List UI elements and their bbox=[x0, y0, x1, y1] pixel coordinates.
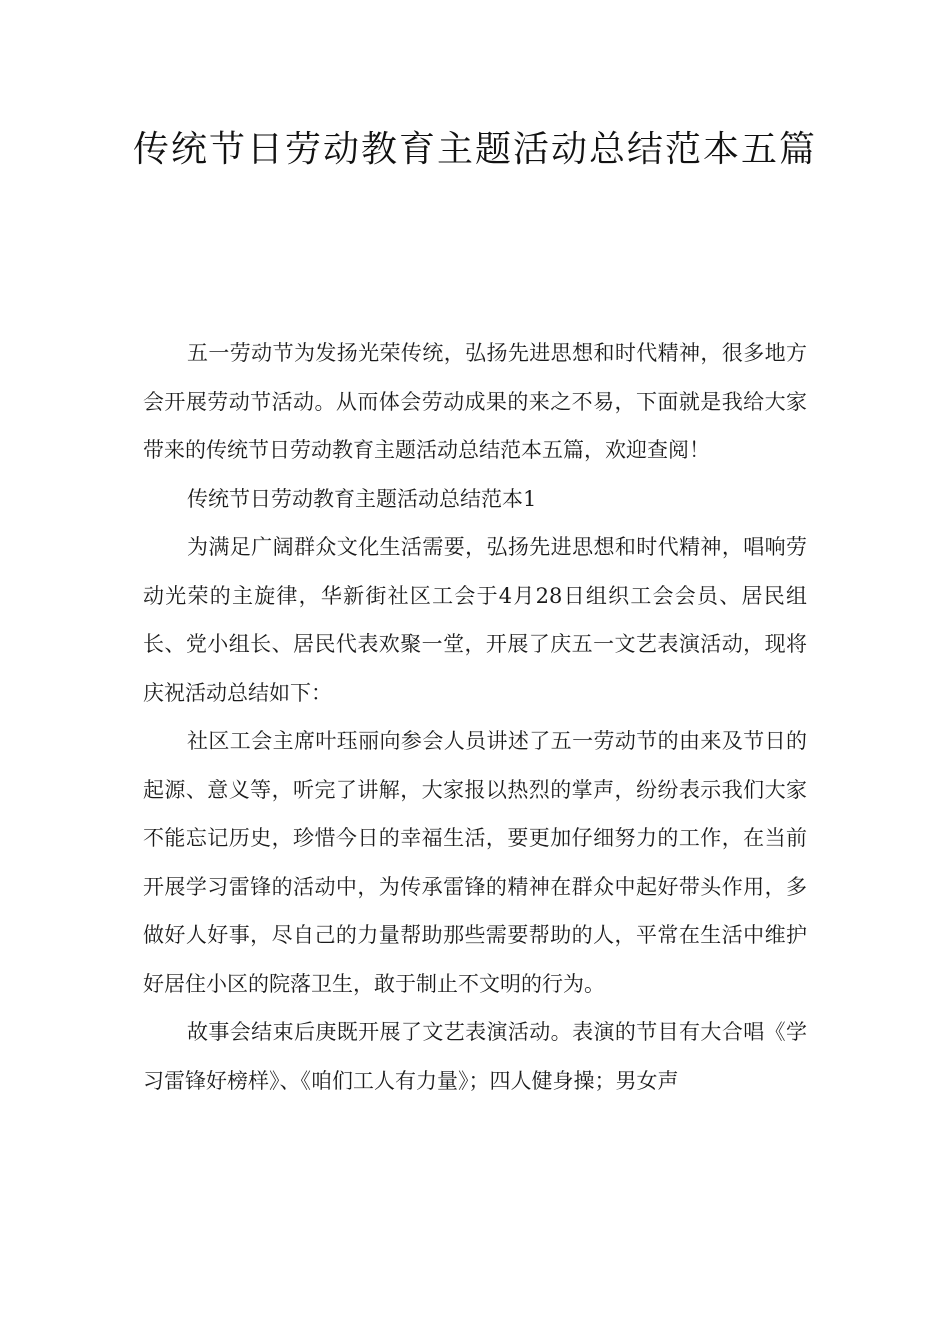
document-body bbox=[143, 329, 807, 1105]
document-title: 传统节日劳动教育主题活动总结范本五篇 bbox=[132, 129, 817, 170]
body-paragraph: 故事会结束后庚既开展了文艺表演活动。表演的节目有大合唱《学习雷锋好榜样》、《咱们工人有力量》；四人健身操；男女声 bbox=[143, 1020, 807, 1093]
intro-paragraph: 五一劳动节为发扬光荣传统，弘扬先进思想和时代精神，很多地方会开展劳动节活动。从而体会劳动成果的来之不易，下面就是我给大家带来的传统节日劳动教育主题活动总结范本五篇，欢迎查阅！ bbox=[143, 341, 807, 462]
body-paragraph: 社区工会主席叶珏丽向参会人员讲述了五一劳动节的由来及节日的起源、意义等，听完了讲解，大家报以热烈的掌声，纷纷表示我们大家不能忘记历史，珍惜今日的幸福生活，要更加仔细努力的工作，在当前开展学习雷锋的活动中，为传承雷锋的精神在群众中起好带头作用，多做好人好事，尽自己的力量帮助那些需要帮助的人，平常在生活中维护好居住小区的院落卫生，敢于制止不文明的行为。 bbox=[143, 729, 807, 996]
body-paragraph: 为满足广阔群众文化生活需要，弘扬先进思想和时代精神，唱响劳动光荣的主旋律，华新街社区工会于4月28日组织工会会员、居民组长、党小组长、居民代表欢聚一堂，开展了庆五一文艺表演活动，现将庆祝活动总结如下： bbox=[143, 535, 807, 705]
section-heading: 传统节日劳动教育主题活动总结范本1 bbox=[187, 486, 537, 511]
